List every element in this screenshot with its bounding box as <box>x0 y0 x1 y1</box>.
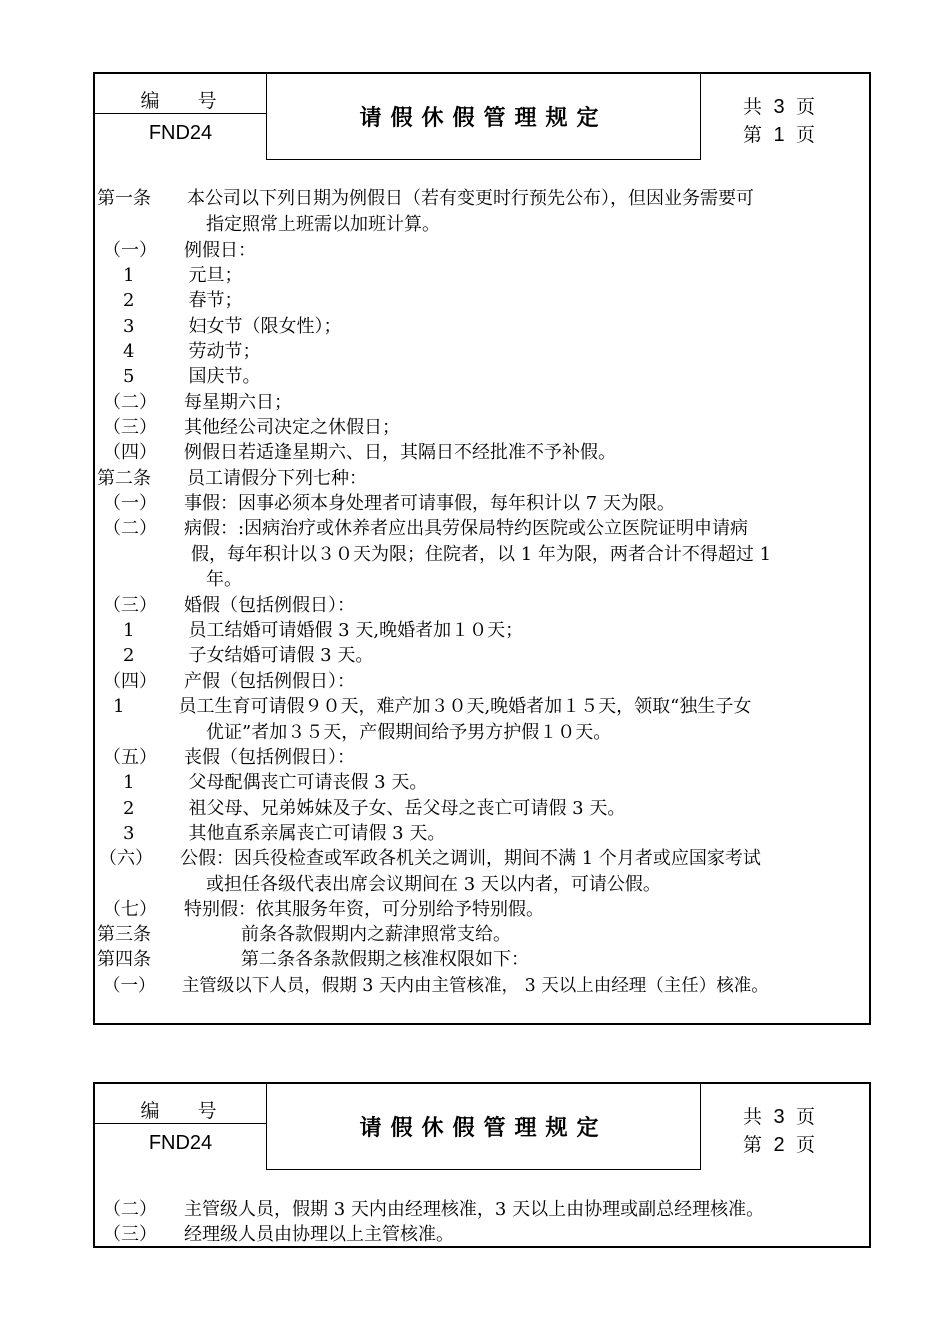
clause-line: 1 员工生育可请假９０天，难产加３０天,晚婚者加１５天，领取“独生子女 <box>113 696 752 717</box>
clause-line: （二） 主管级人员，假期 3 天内由经理核准，3 天以上由协理或副总经理核准。 <box>103 1199 765 1220</box>
total-pages: 共 3 页 <box>743 1106 816 1128</box>
clause-line: （三） 婚假（包括例假日）： <box>103 595 355 616</box>
number-cell <box>95 74 266 160</box>
current-page: 第 1 页 <box>743 124 816 146</box>
clause-line: 1 父母配偶丧亡可请丧假 3 天。 <box>123 772 428 793</box>
clause-line: 2 春节； <box>123 290 243 311</box>
clause-line: （六） 公假：因兵役检查或军政各机关之调训，期间不满 1 个月者或应国家考试 <box>99 848 761 869</box>
clause-line: 5 国庆节。 <box>123 366 261 387</box>
clause-line: 1 员工结婚可请婚假 3 天,晚婚者加１０天； <box>123 620 524 641</box>
clause-line: 3 妇女节（限女性）； <box>123 316 342 337</box>
clause-line: （五） 丧假（包括例假日）： <box>103 747 355 768</box>
clause-line: 4 劳动节； <box>123 341 261 362</box>
clause-line: 第二条 员工请假分下列七种： <box>97 468 367 489</box>
clause-line: （二） 病假：:因病治疗或休养者应出具劳保局特约医院或公立医院证明申请病 <box>103 518 749 539</box>
document-code: FND24 <box>148 122 213 144</box>
document-page-2 <box>93 1082 871 1248</box>
clause-line: （一） 事假：因事必须本身处理者可请事假，每年积计以 7 天为限。 <box>103 493 675 514</box>
clause-line: 第一条 本公司以下列日期为例假日（若有变更时行预先公布），但因业务需要可 <box>97 188 754 209</box>
clause-line: （四） 产假（包括例假日）： <box>103 671 355 692</box>
clause-line: （三） 经理级人员由协理以上主管核准。 <box>103 1224 454 1245</box>
number-label: 编 号 <box>140 90 233 112</box>
document-title: 请假休假管理规定 <box>266 74 701 160</box>
document-page-1 <box>93 72 871 1025</box>
clause-line: （二） 每星期六日； <box>103 392 292 413</box>
number-label: 编 号 <box>140 1100 233 1122</box>
clause-line: 2 子女结婚可请假 3 天。 <box>123 645 374 666</box>
clause-line: 3 其他直系亲属丧亡可请假 3 天。 <box>123 823 446 844</box>
clause-line: （三） 其他经公司决定之休假日； <box>103 417 400 438</box>
clause-line: 2 祖父母、兄弟姊妹及子女、岳父母之丧亡可请假 3 天。 <box>123 798 626 819</box>
clause-line: （一） 例假日： <box>103 240 256 261</box>
number-cell <box>95 1084 266 1170</box>
clause-line: （七） 特别假：依其服务年资，可分别给予特别假。 <box>103 899 544 920</box>
clause-line: 优证”者加３５天，产假期间给予男方护假１０天。 <box>206 722 612 743</box>
clause-line: 或担任各级代表出席会议期间在 3 天以内者，可请公假。 <box>206 874 661 895</box>
current-page: 第 2 页 <box>743 1134 816 1156</box>
total-pages: 共 3 页 <box>743 96 816 118</box>
divider <box>95 113 266 114</box>
divider <box>95 1123 266 1124</box>
clause-line: （四） 例假日若适逢星期六、日，其隔日不经批准不予补假。 <box>103 442 616 463</box>
clause-line: 第三条 前条各款假期内之薪津照常支给。 <box>97 924 511 945</box>
clause-line: 第四条 第二条各条款假期之核准权限如下： <box>97 949 529 970</box>
clause-line: 假，每年积计以３０天为限；住院者，以 1 年为限，两者合计不得超过 1 <box>191 544 772 565</box>
clause-line: （一） 主管级以下人员，假期 3 天内由主管核准， 3 天以上由经理（主任）核准。 <box>103 976 769 996</box>
document-code: FND24 <box>148 1132 213 1154</box>
clause-line: 1 元旦； <box>123 265 243 286</box>
clause-line: 指定照常上班需以加班计算。 <box>206 214 440 235</box>
clause-line: 年。 <box>206 569 242 590</box>
page-count-cell <box>701 74 871 160</box>
document-title: 请假休假管理规定 <box>266 1084 701 1170</box>
page-count-cell <box>701 1084 871 1170</box>
